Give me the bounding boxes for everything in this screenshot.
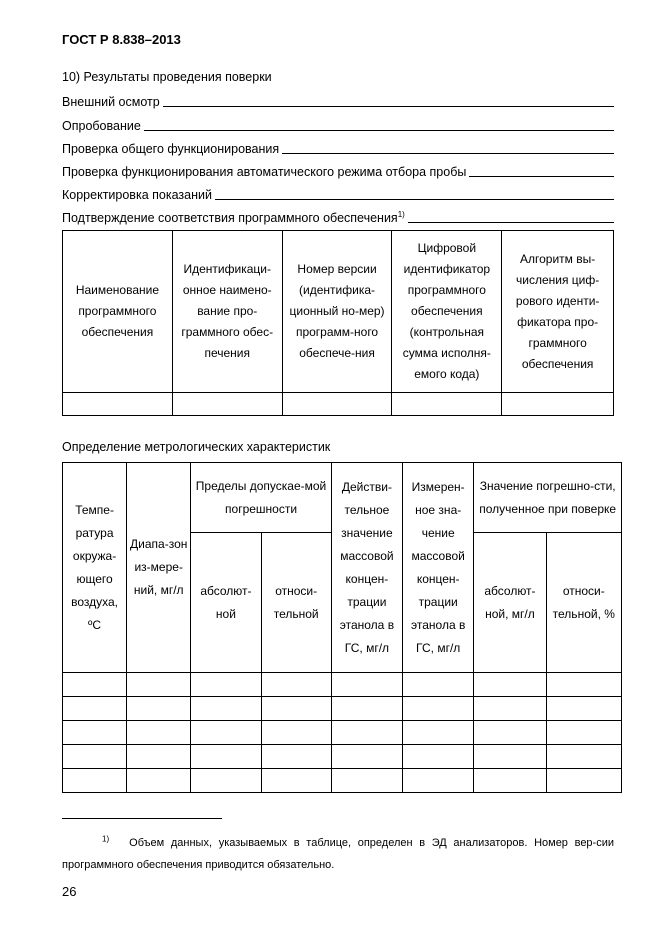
table-cell (546, 769, 621, 793)
table-cell (403, 769, 474, 793)
header-absolute-obtained: абсолют-ной, мг/л (474, 533, 546, 673)
header-actual-concentration: Действи-тельное значение массовой концен-трации этанола в ГС, мг/л (331, 463, 402, 673)
table-cell (63, 745, 127, 769)
table-row (63, 673, 622, 697)
metrology-table (62, 462, 622, 793)
table-cell (127, 769, 191, 793)
header-version-number: Номер версии (идентифика-ционный но-мер) программ-ного обеспече-ния (282, 231, 392, 393)
table-cell (191, 721, 261, 745)
form-line-auto-sampling-check (62, 161, 614, 179)
table-row (63, 745, 622, 769)
header-software-name: Наименование программного обеспечения (63, 231, 173, 393)
table-cell (63, 769, 127, 793)
form-line-label: Проверка функционирования автоматического режима отбора пробы (62, 165, 467, 179)
table-row (63, 697, 622, 721)
table-cell (331, 745, 402, 769)
header-error-limits: Пределы допускае-мой погрешности (191, 463, 332, 533)
table-cell (63, 697, 127, 721)
page-number: 26 (62, 884, 77, 899)
header-measurement-range: Диапа-зон из-мере-ний, мг/л (127, 463, 191, 673)
footnote-marker: 1) (102, 834, 110, 844)
table-cell (63, 673, 127, 697)
table-cell (191, 697, 261, 721)
header-obtained-error: Значение погрешно-сти, полученное при поверке (474, 463, 622, 533)
table-row (63, 393, 614, 416)
table-cell (172, 393, 282, 416)
fill-in-line (144, 129, 614, 131)
header-digital-identifier: Цифровой идентификатор программного обеспечения (контрольная сумма исполня-емого кода) (392, 231, 502, 393)
table-cell (546, 745, 621, 769)
header-relative-obtained: относи-тельной, % (546, 533, 621, 673)
header-measured-concentration: Измерен-ное зна-чение массовой концен-трации этанола в ГС, мг/л (403, 463, 474, 673)
header-algorithm: Алгоритм вы-числения циф-рового иденти-фикатора про-граммного обеспечения (502, 231, 614, 393)
metrology-section-title: Определение метрологических характеристик (62, 440, 331, 454)
table-cell (331, 697, 402, 721)
table-header-row (63, 463, 622, 533)
form-line-label: Подтверждение соответствия программного обеспечения$^{1)}$ (62, 209, 405, 225)
table-cell (331, 721, 402, 745)
table-cell (63, 393, 173, 416)
table-cell (474, 745, 546, 769)
software-table (62, 230, 614, 416)
table-cell (127, 745, 191, 769)
table-cell (474, 697, 546, 721)
table-cell (127, 697, 191, 721)
table-cell (403, 673, 474, 697)
table-row (63, 721, 622, 745)
table-cell (502, 393, 614, 416)
table-cell (331, 673, 402, 697)
table-cell (127, 721, 191, 745)
table-cell (392, 393, 502, 416)
results-section-title: 10) Результаты проведения поверки (62, 70, 272, 84)
header-identification-name: Идентификаци-онное наимено-вание про-граммного обес-печения (172, 231, 282, 393)
table-cell (546, 721, 621, 745)
table-cell (261, 769, 331, 793)
fill-in-line (408, 221, 614, 223)
footnote-text: $^{1)}$ Объем данных, указываемых в таблице, определен в ЭД анализаторов. Номер вер-сии программного обеспечения приводится обязательно. (62, 834, 615, 871)
table-cell (403, 721, 474, 745)
table-cell (191, 673, 261, 697)
form-line-label: Внешний осмотр (62, 95, 160, 109)
table-cell (403, 745, 474, 769)
fill-in-line (469, 175, 614, 177)
table-cell (261, 745, 331, 769)
table-header-row (63, 231, 614, 393)
table-cell (261, 673, 331, 697)
form-line-label: Корректировка показаний (62, 188, 212, 202)
table-cell (63, 721, 127, 745)
table-cell (474, 721, 546, 745)
table-row (63, 769, 622, 793)
table-cell (261, 721, 331, 745)
header-absolute: абсолют-ной (191, 533, 261, 673)
form-line-general-check (62, 138, 614, 156)
table-cell (191, 745, 261, 769)
fill-in-line (163, 105, 614, 107)
table-cell (261, 697, 331, 721)
form-line-label: Проверка общего функционирования (62, 142, 280, 156)
table-cell (474, 769, 546, 793)
footnote (62, 832, 614, 876)
form-line-external-inspection (62, 91, 614, 109)
form-line-correction (62, 184, 614, 202)
table-cell (474, 673, 546, 697)
header-relative: относи-тельной (261, 533, 331, 673)
table-cell (403, 697, 474, 721)
header-temperature: Темпе-ратура окружа-ющего воздуха, ºС (63, 463, 127, 673)
table-cell (191, 769, 261, 793)
form-line-software-confirmation (62, 207, 614, 225)
footnote-marker: 1) (397, 209, 405, 219)
table-cell (127, 673, 191, 697)
fill-in-line (282, 152, 614, 154)
table-cell (546, 673, 621, 697)
form-line-label: Опробование (62, 119, 141, 133)
table-cell (331, 769, 402, 793)
table-cell (546, 697, 621, 721)
fill-in-line (215, 198, 614, 200)
form-line-testing (62, 115, 614, 133)
table-cell (282, 393, 392, 416)
footnote-divider (62, 818, 222, 819)
document-header: ГОСТ Р 8.838–2013 (62, 32, 181, 47)
